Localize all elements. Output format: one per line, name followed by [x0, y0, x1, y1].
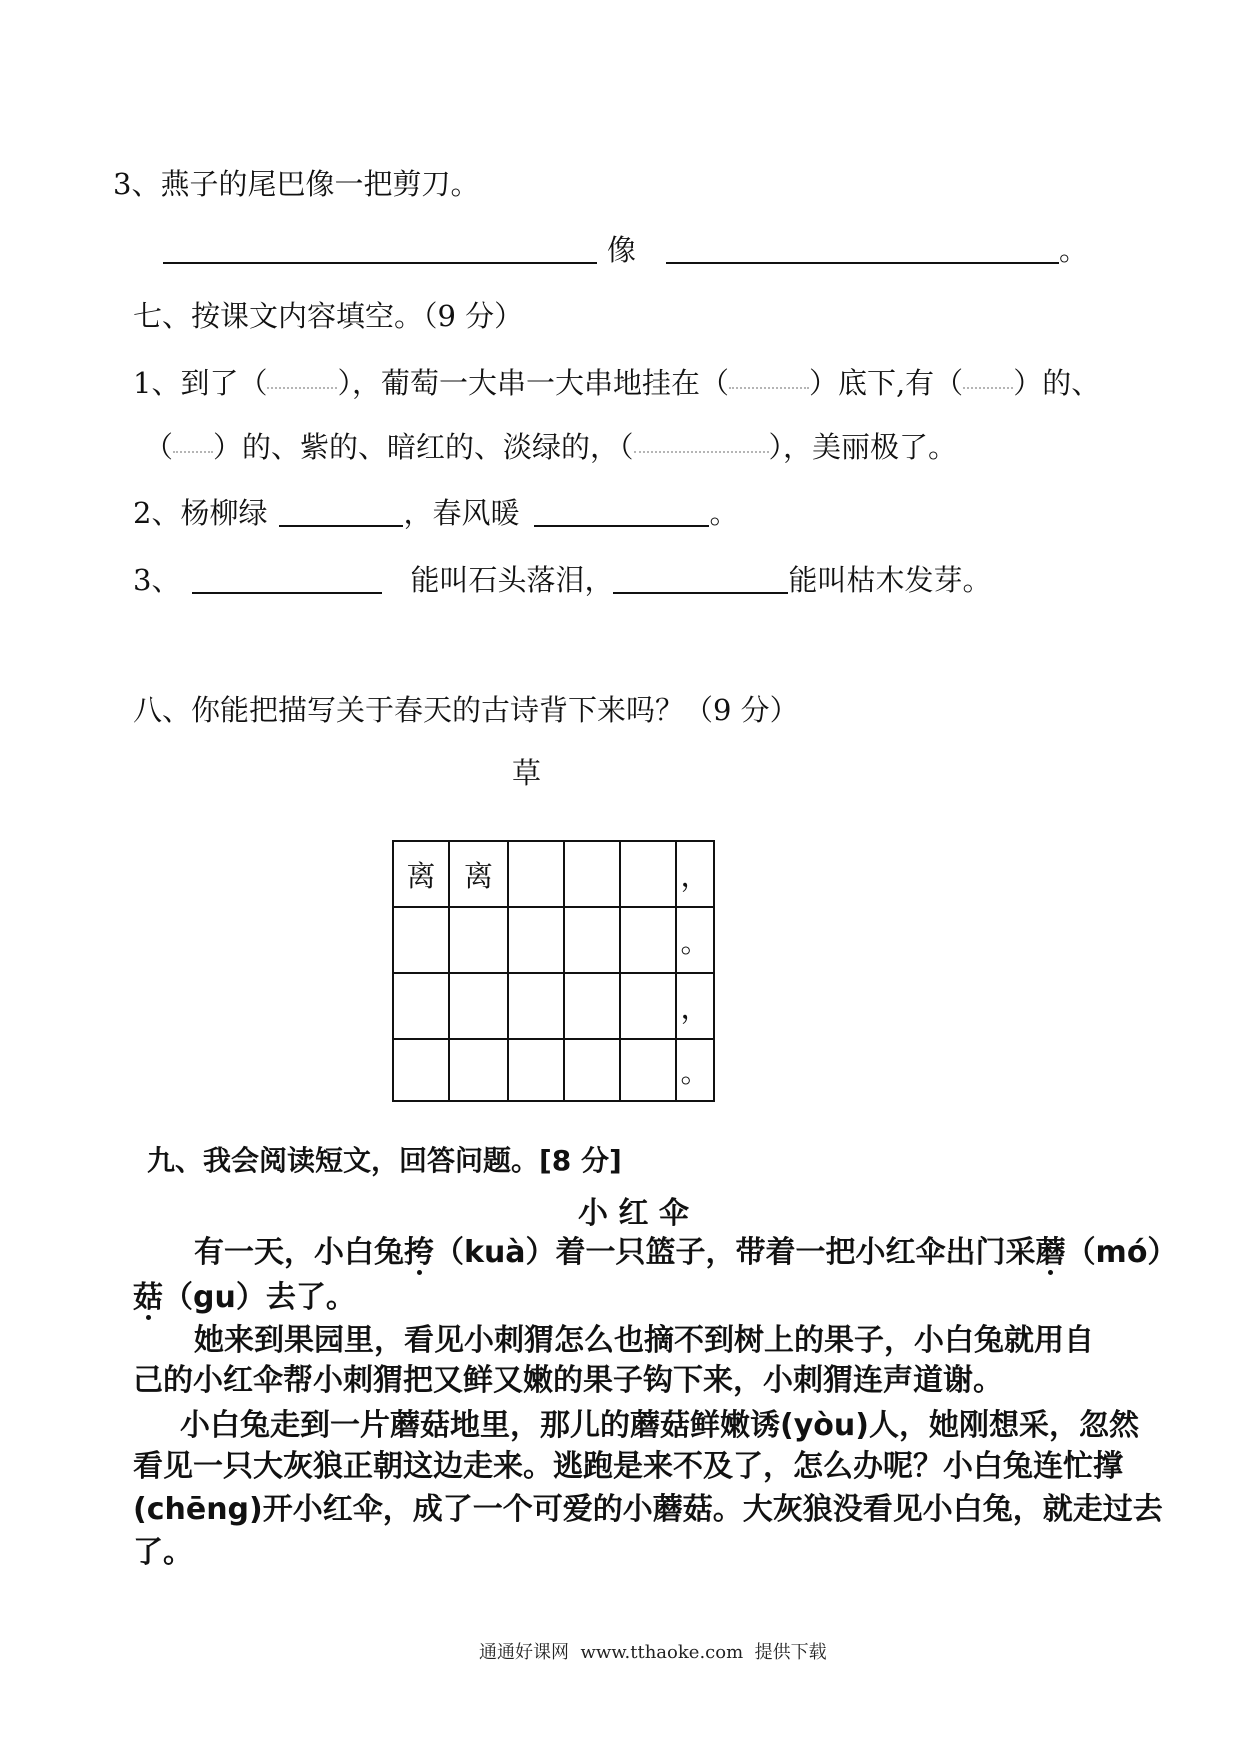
question-text: 能叫石头落泪， — [410, 563, 614, 597]
grid-cell — [564, 973, 620, 1039]
emphasized-character: 挎 — [404, 1235, 434, 1270]
poem-title-text: 草 — [512, 756, 542, 790]
passage-text: 小白兔走到一片蘑菇地里，那儿的蘑菇鲜嫩诱(yòu)人，她刚想采，忽然 — [180, 1408, 1139, 1443]
grid-cell — [508, 973, 564, 1039]
question-6-item-3-answer-line — [163, 230, 1088, 270]
question-text: 3、燕子的尾巴像一把剪刀。 — [113, 167, 480, 201]
grid-cell — [508, 1039, 564, 1101]
answer-blank — [192, 568, 382, 594]
grid-cell — [564, 907, 620, 973]
grid-row — [393, 841, 714, 907]
grid-cell — [393, 1039, 449, 1101]
answer-blank — [267, 367, 337, 389]
passage-text: （gu）去了。 — [163, 1280, 356, 1315]
end-punctuation: 。 — [1059, 233, 1089, 267]
answer-blank — [613, 568, 788, 594]
grid-punctuation-cell: ， — [676, 973, 714, 1039]
connector-text: 像 — [607, 233, 637, 267]
section-7-item-1-line-2 — [144, 427, 957, 467]
section-heading-text: 八、你能把描写关于春天的古诗背下来吗？（9 分） — [133, 693, 799, 727]
grid-cell: 离 — [393, 841, 449, 907]
grid-row — [393, 907, 714, 973]
poem-title — [512, 753, 541, 793]
grid-cell — [564, 841, 620, 907]
passage-text: 看见一只大灰狼正朝这边走来。逃跑是来不及了，怎么办呢？小白兔连忙撑 — [133, 1449, 1123, 1484]
grid-cell — [449, 973, 508, 1039]
answer-blank — [729, 367, 809, 389]
passage-text: 她来到果园里，看见小刺猬怎么也摘不到树上的果子，小白兔就用自 — [194, 1323, 1094, 1358]
answer-blank — [963, 367, 1013, 389]
question-text: ）的、紫的、暗红的、淡绿的，（ — [213, 430, 634, 464]
answer-blank — [279, 501, 403, 527]
grid-cell — [449, 907, 508, 973]
answer-blank — [163, 238, 597, 264]
question-text: （ — [144, 430, 174, 464]
passage-text: 己的小红伞帮小刺猬把又鲜又嫩的果子钩下来，小刺猬连声道谢。 — [133, 1363, 1003, 1398]
emphasized-character: 菇 — [133, 1280, 163, 1315]
passage-line — [133, 1490, 1163, 1530]
grid-cell — [393, 907, 449, 973]
question-text: 3、 — [133, 563, 181, 597]
question-text: 1、到了（ — [133, 366, 268, 400]
grid-punctuation-cell: 。 — [676, 907, 714, 973]
grid-row — [393, 973, 714, 1039]
answer-blank — [634, 431, 769, 453]
passage-line — [133, 1361, 1003, 1401]
grid-cell — [620, 973, 676, 1039]
question-text: 能叫枯木发芽。 — [788, 563, 992, 597]
section-7-item-2 — [133, 493, 738, 533]
question-text: ），葡萄一大串一大串地挂在（ — [337, 366, 729, 400]
grid-cell: 离 — [449, 841, 508, 907]
passage-text: 了。 — [133, 1535, 193, 1570]
answer-blank — [173, 431, 213, 453]
passage-text: 有一天，小白兔 — [194, 1235, 404, 1270]
story-title — [578, 1194, 689, 1234]
grid-cell — [508, 841, 564, 907]
passage-line — [180, 1406, 1139, 1446]
passage-line — [194, 1321, 1094, 1361]
section-7-item-1-line-1 — [133, 363, 1100, 403]
grid-cell — [620, 841, 676, 907]
grid-row — [393, 1039, 714, 1101]
section-8-heading — [133, 690, 799, 730]
grid-cell — [564, 1039, 620, 1101]
section-7-item-3 — [133, 560, 991, 600]
end-punctuation: 。 — [709, 496, 739, 530]
footer-credit: 通通好课网 www.tthaoke.com 提供下载 — [479, 1642, 827, 1663]
grid-punctuation-cell: 。 — [676, 1039, 714, 1101]
passage-line — [194, 1233, 1177, 1273]
section-9-heading — [147, 1141, 622, 1181]
section-7-heading — [133, 296, 523, 336]
passage-line — [133, 1447, 1123, 1487]
passage-text: (chēng)开小红伞，成了一个可爱的小蘑菇。大灰狼没看见小白兔，就走过去 — [133, 1492, 1163, 1527]
passage-text: （mó） — [1065, 1235, 1178, 1270]
grid-cell — [620, 907, 676, 973]
passage-text: （kuà）着一只篮子，带着一把小红伞出门采 — [434, 1235, 1036, 1270]
grid-cell — [449, 1039, 508, 1101]
answer-blank — [534, 501, 709, 527]
answer-blank — [666, 238, 1059, 264]
emphasized-character: 蘑 — [1035, 1235, 1066, 1270]
section-heading-text: 七、按课文内容填空。（9 分） — [133, 299, 524, 333]
question-text: 2、杨柳绿 — [133, 496, 268, 530]
question-text: ，春风暖 — [403, 496, 520, 530]
grid-cell — [393, 973, 449, 1039]
question-text: ），美丽极了。 — [768, 430, 958, 464]
grid-cell — [508, 907, 564, 973]
grid-punctuation-cell: ， — [676, 841, 714, 907]
question-text: ）的、 — [1013, 366, 1101, 400]
story-title-text: 小 红 伞 — [578, 1196, 689, 1231]
section-heading-text: 九、我会阅读短文，回答问题。[8 分] — [147, 1144, 622, 1177]
passage-line — [133, 1278, 356, 1318]
passage-line — [133, 1533, 193, 1573]
poem-writing-grid — [392, 840, 715, 1102]
question-text: ）底下,有（ — [808, 366, 964, 400]
grid-cell — [620, 1039, 676, 1101]
question-6-item-3 — [113, 164, 479, 204]
